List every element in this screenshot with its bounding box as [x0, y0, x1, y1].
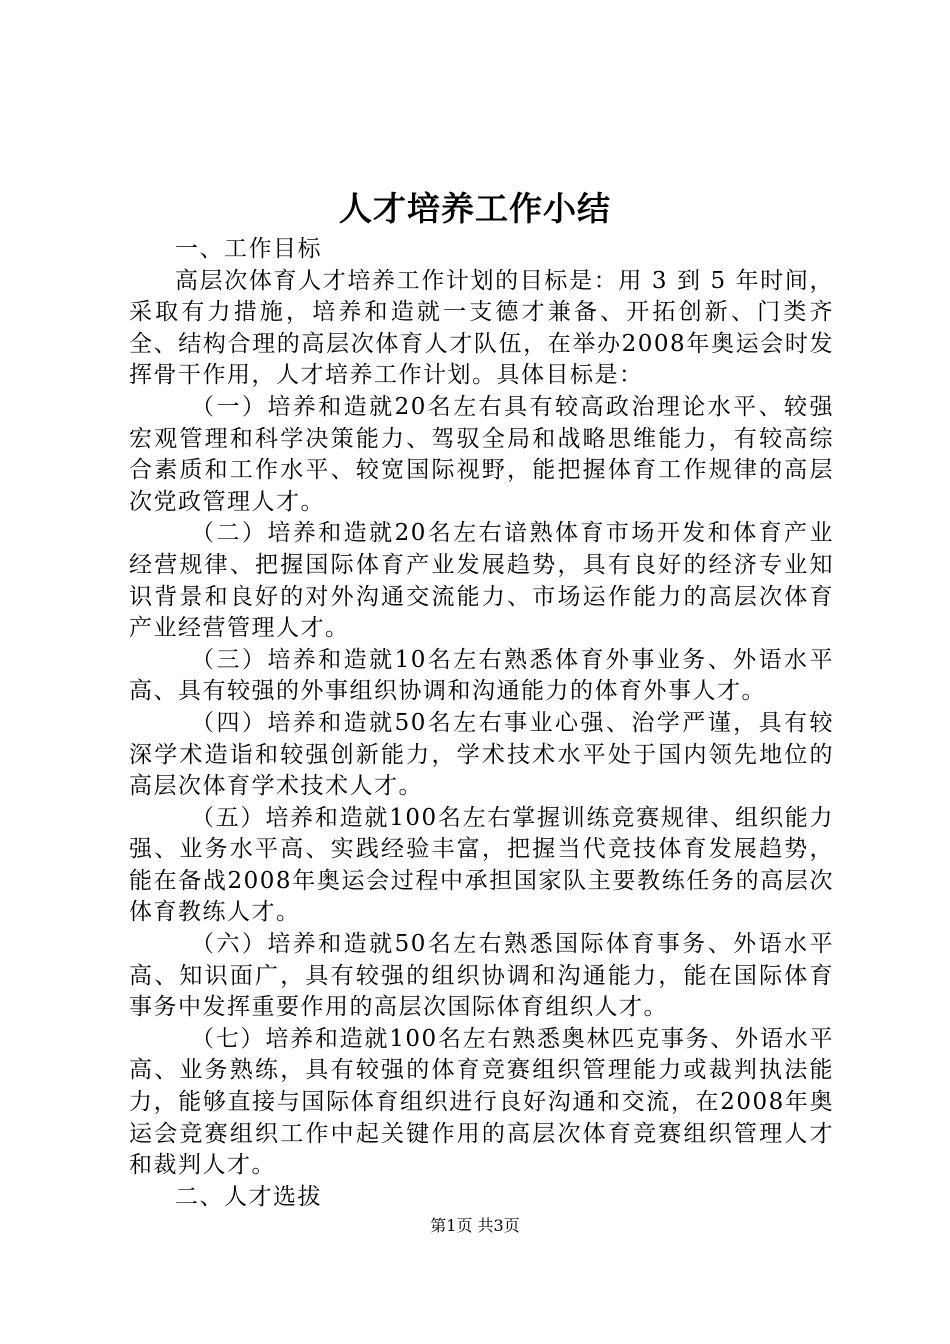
paragraph-goal-4: （四）培养和造就50名左右事业心强、治学严谨，具有较深学术造诣和较强创新能力，学术技术水平处于国内领先地位的高层次体育学术技术人才。 — [129, 709, 834, 800]
paragraph-goal-5: （五）培养和造就100名左右掌握训练竞赛规律、组织能力强、业务水平高、实践经验丰富，把握当代竞技体育发展趋势，能在备战2008年奥运会过程中承担国家队主要教练任务的高层次体育教练人才。 — [129, 804, 834, 926]
paragraph-goal-1: （一）培养和造就20名左右具有较高政治理论水平、较强宏观管理和科学决策能力、驾驭全局和战略思维能力，有较高综合素质和工作水平、较宽国际视野，能把握体育工作规律的高层次党政管理人才。 — [129, 393, 834, 515]
document-title: 人才培养工作小结 — [339, 189, 611, 228]
paragraph-goal-7: （七）培养和造就100名左右熟悉奥林匹克事务、外语水平高、业务熟练，具有较强的体育竞赛组织管理能力或裁判执法能力，能够直接与国际体育组织进行良好沟通和交流，在2008年奥运会竞赛组织工作中起关键作用的高层次体育竞赛组织管理人才和裁判人才。 — [129, 1025, 834, 1179]
paragraph-goal-6: （六）培养和造就50名左右熟悉国际体育事务、外语水平高、知识面广，具有较强的组织协调和沟通能力，能在国际体育事务中发挥重要作用的高层次国际体育组织人才。 — [129, 931, 834, 1021]
page-footer: 第1页 共3页 — [430, 1216, 520, 1235]
paragraph-goal-3: （三）培养和造就10名左右熟悉体育外事业务、外语水平高、具有较强的外事组织协调和沟通能力的体育外事人才。 — [129, 646, 834, 705]
section-heading-goals: 一、工作目标 — [175, 236, 322, 262]
section-heading-selection: 二、人才选拔 — [175, 1183, 322, 1210]
paragraph-goal-2: （二）培养和造就20名左右谙熟体育市场开发和体育产业经营规律、把握国际体育产业发展趋势，具有良好的经济专业知识背景和良好的对外沟通交流能力、市场运作能力的高层次体育产业经营管理人才。 — [129, 520, 834, 642]
document-body — [129, 234, 834, 1213]
paragraph-intro: 高层次体育人才培养工作计划的目标是：用 3 到 5 年时间，采取有力措施，培养和造就一支德才兼备、开拓创新、门类齐全、结构合理的高层次体育人才队伍，在举办2008年奥运会时发挥骨干作用，人才培养工作计划。具体目标是： — [129, 267, 834, 389]
